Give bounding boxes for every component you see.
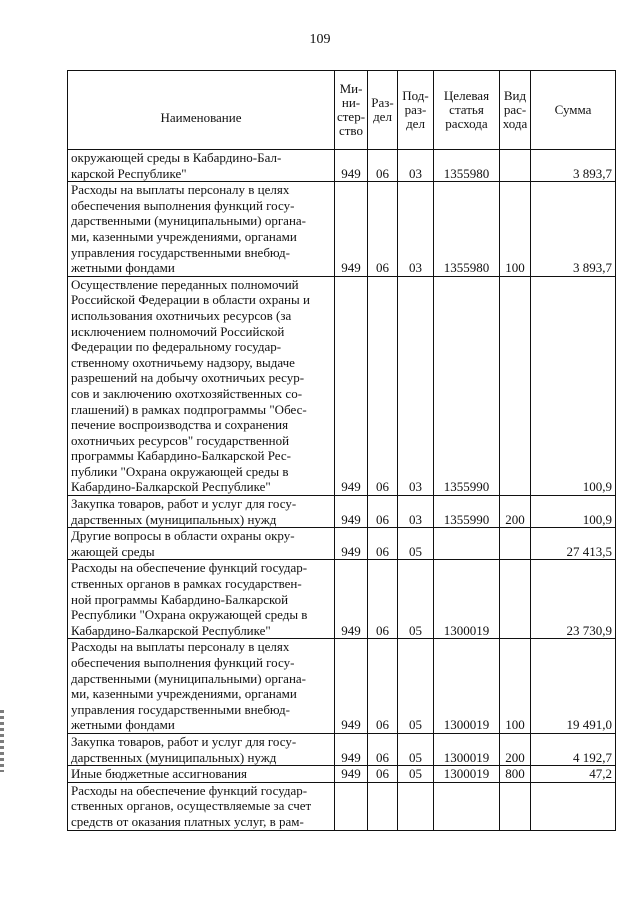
cell-ministry <box>335 782 368 830</box>
page-number: 109 <box>309 32 331 47</box>
cell-ministry: 949 <box>335 733 368 765</box>
cell-sum: 100,9 <box>531 276 616 495</box>
cell-ministry: 949 <box>335 560 368 639</box>
cell-name: Осуществление переданных полномочий Российской Федерации в области охраны и использования охотничьих ресурсов (за исключением полномочий Российской Федерации по федеральному государ- ственному охотничьему надзору, выдаче разрешений на добычу охотничьих ресур- сов и заключению охотхозяйственных со- глашений) в рамках подпрограммы "Обес- печение воспроизводства и сохранения охотничьих ресурсов" государственной программы Кабардино-Балкарской Рес- публики "Охрана окружающей среды в Кабардино-Балкарской Республике" <box>68 276 335 495</box>
table-row <box>68 733 616 765</box>
header-target: Целевая статья расхода <box>434 71 500 150</box>
table-row <box>68 496 616 528</box>
cell-name: Расходы на обеспечение функций государ- ственных органов в рамках государствен- ной программы Кабардино-Балкарской Республики "Охрана окружающей среды в Кабардино-Балкарской Республике" <box>68 560 335 639</box>
cell-subsection: 03 <box>398 182 434 277</box>
cell-subsection: 03 <box>398 150 434 182</box>
table-row <box>68 276 616 495</box>
table-row <box>68 782 616 830</box>
cell-sum: 23 730,9 <box>531 560 616 639</box>
cell-expense-type: 800 <box>500 766 531 783</box>
cell-expense-type: 100 <box>500 182 531 277</box>
table-header-row <box>68 71 616 150</box>
cell-section: 06 <box>368 150 398 182</box>
header-section: Раз- дел <box>368 71 398 150</box>
cell-name: Расходы на выплаты персоналу в целях обеспечения выполнения функций госу- дарственными (муниципальными) органа- ми, казенными учреждениями, органами управления государственными внебюд- жетными фондами <box>68 182 335 277</box>
cell-section: 06 <box>368 560 398 639</box>
cell-section <box>368 782 398 830</box>
table-row <box>68 182 616 277</box>
table-row <box>68 766 616 783</box>
cell-section: 06 <box>368 276 398 495</box>
cell-sum: 100,9 <box>531 496 616 528</box>
table-row <box>68 639 616 734</box>
cell-ministry: 949 <box>335 639 368 734</box>
cell-target: 1355980 <box>434 150 500 182</box>
cell-name: Расходы на выплаты персоналу в целях обеспечения выполнения функций госу- дарственными (муниципальными) органа- ми, казенными учреждениями, органами управления государственными внебюд- жетными фондами <box>68 639 335 734</box>
cell-subsection: 05 <box>398 766 434 783</box>
cell-target: 1355990 <box>434 276 500 495</box>
cell-subsection: 05 <box>398 560 434 639</box>
table-row <box>68 560 616 639</box>
cell-sum: 19 491,0 <box>531 639 616 734</box>
cell-target: 1300019 <box>434 560 500 639</box>
cell-subsection: 05 <box>398 733 434 765</box>
table-row <box>68 150 616 182</box>
cell-ministry: 949 <box>335 150 368 182</box>
header-expense-type: Вид рас- хода <box>500 71 531 150</box>
header-ministry: Ми- ни- стер- ство <box>335 71 368 150</box>
cell-target <box>434 528 500 560</box>
header-sum: Сумма <box>531 71 616 150</box>
cell-expense-type: 200 <box>500 733 531 765</box>
cell-sum: 3 893,7 <box>531 182 616 277</box>
cell-section: 06 <box>368 528 398 560</box>
cell-ministry: 949 <box>335 182 368 277</box>
cell-expense-type: 100 <box>500 639 531 734</box>
cell-name: окружающей среды в Кабардино-Бал- карской Республике" <box>68 150 335 182</box>
header-subsection: Под- раз- дел <box>398 71 434 150</box>
cell-subsection <box>398 782 434 830</box>
cell-section: 06 <box>368 766 398 783</box>
cell-name: Иные бюджетные ассигнования <box>68 766 335 783</box>
cell-subsection: 05 <box>398 639 434 734</box>
cell-name: Закупка товаров, работ и услуг для госу- дарственных (муниципальных) нужд <box>68 733 335 765</box>
cell-target: 1355990 <box>434 496 500 528</box>
cell-ministry: 949 <box>335 528 368 560</box>
cell-sum: 3 893,7 <box>531 150 616 182</box>
cell-expense-type <box>500 560 531 639</box>
cell-name: Расходы на обеспечение функций государ- ственных органов, осуществляемые за счет средств от оказания платных услуг, в рам- <box>68 782 335 830</box>
cell-name: Другие вопросы в области охраны окру- жающей среды <box>68 528 335 560</box>
cell-ministry: 949 <box>335 766 368 783</box>
cell-ministry: 949 <box>335 496 368 528</box>
cell-subsection: 03 <box>398 276 434 495</box>
cell-expense-type <box>500 276 531 495</box>
cell-expense-type <box>500 782 531 830</box>
cell-subsection: 03 <box>398 496 434 528</box>
scan-artifact <box>0 710 4 772</box>
cell-sum <box>531 782 616 830</box>
budget-table <box>67 70 616 831</box>
cell-name: Закупка товаров, работ и услуг для госу- дарственных (муниципальных) нужд <box>68 496 335 528</box>
cell-section: 06 <box>368 496 398 528</box>
header-name: Наименование <box>68 71 335 150</box>
cell-section: 06 <box>368 182 398 277</box>
cell-target: 1300019 <box>434 733 500 765</box>
cell-section: 06 <box>368 639 398 734</box>
cell-sum: 4 192,7 <box>531 733 616 765</box>
cell-expense-type: 200 <box>500 496 531 528</box>
cell-target: 1300019 <box>434 639 500 734</box>
cell-section: 06 <box>368 733 398 765</box>
cell-expense-type <box>500 150 531 182</box>
cell-target: 1355980 <box>434 182 500 277</box>
table-row <box>68 528 616 560</box>
cell-expense-type <box>500 528 531 560</box>
cell-sum: 27 413,5 <box>531 528 616 560</box>
cell-target: 1300019 <box>434 766 500 783</box>
cell-target <box>434 782 500 830</box>
cell-sum: 47,2 <box>531 766 616 783</box>
cell-ministry: 949 <box>335 276 368 495</box>
cell-subsection: 05 <box>398 528 434 560</box>
